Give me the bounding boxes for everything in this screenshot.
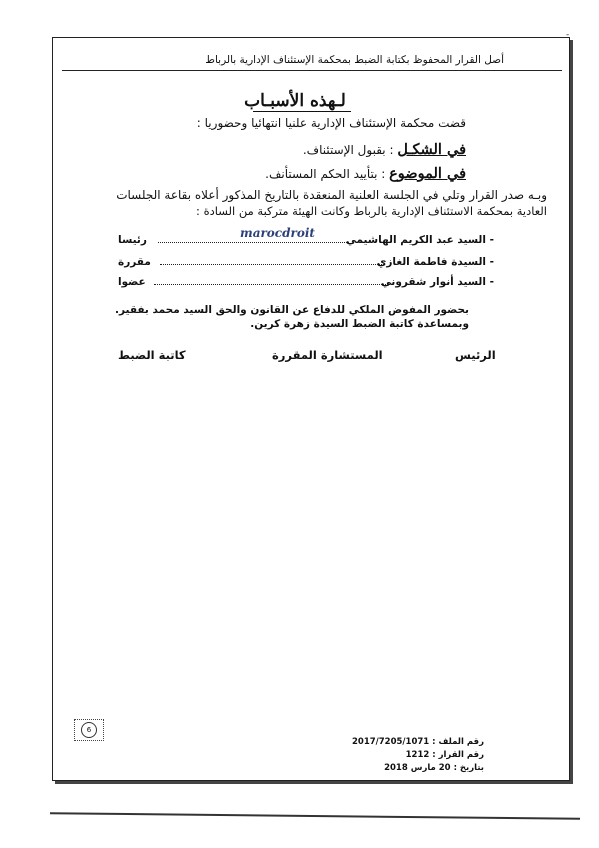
- ruling-form: [303, 141, 466, 158]
- header-divider: [62, 70, 562, 71]
- stamp-seal: 6: [81, 722, 97, 738]
- scan-edge-line: [50, 812, 580, 820]
- dotted-leader: [160, 264, 384, 265]
- signature-president: الرئيس: [455, 348, 496, 362]
- title-underline: [253, 111, 351, 112]
- form-text: : بقبول الإستئناف.: [302, 143, 398, 157]
- file-number: رقم الملف : 2017/7205/1071: [352, 737, 484, 747]
- signature-rapporteur: المستشارة المقررة: [272, 348, 383, 362]
- panel-member: [118, 234, 494, 250]
- member-role: رئيسا: [118, 234, 147, 246]
- decision-date: بتاريخ : 20 مارس 2018: [384, 763, 484, 773]
- section-title: لـهذه الأسبـاب: [244, 91, 346, 111]
- form-label: في الشكـل: [397, 141, 466, 158]
- session-paragraph-line: وبـه صدر القرار وتلي في الجلسة العلنية المنعقدة بالتاريخ المذكور أعلاه بقاعة الجلسات: [116, 188, 547, 202]
- session-paragraph-line: العادية بمحكمة الاستئناف الإدارية بالرباط وكانت الهيئة متركبة من السادة :: [196, 204, 547, 218]
- page-stamp: [74, 719, 104, 741]
- subject-text: : بتأييد الحكم المستأنف.: [265, 167, 390, 181]
- member-name: - السيد عبد الكريم الهاشيمي: [345, 234, 494, 246]
- ruling-intro: قضت محكمة الإستئناف الإدارية علنيا انتهائيا وحضوريا :: [196, 116, 466, 130]
- dotted-leader: [158, 242, 349, 243]
- member-role: مقررة: [118, 256, 151, 268]
- member-name: - السيد أنوار شقروني: [380, 276, 494, 288]
- member-role: عضوا: [118, 276, 146, 288]
- watermark: marocdroit: [240, 226, 315, 240]
- corner-mark: -: [566, 30, 570, 40]
- court-header: أصل القرار المحفوظ بكتابة الضبط بمحكمة الإستئناف الإدارية بالرباط: [205, 54, 504, 66]
- panel-member: [118, 276, 494, 292]
- signature-clerk: كاتبة الضبط: [118, 348, 186, 362]
- clerk-line: وبمساعدة كاتبة الضبط السيدة زهرة كرين.: [250, 318, 469, 330]
- subject-label: في الموضوع: [389, 165, 466, 182]
- decision-number: رقم القرار : 1212: [405, 750, 484, 760]
- frame-shadow: [570, 40, 573, 782]
- panel-member: [118, 256, 494, 272]
- frame-shadow: [55, 781, 573, 784]
- commissioner-line: بحضور المفوض الملكي للدفاع عن القانون والحق السيد محمد بفقير.: [115, 304, 469, 316]
- ruling-subject: [265, 165, 466, 182]
- member-name: - السيدة فاطمة الغازي: [376, 256, 494, 268]
- dotted-leader: [154, 284, 390, 285]
